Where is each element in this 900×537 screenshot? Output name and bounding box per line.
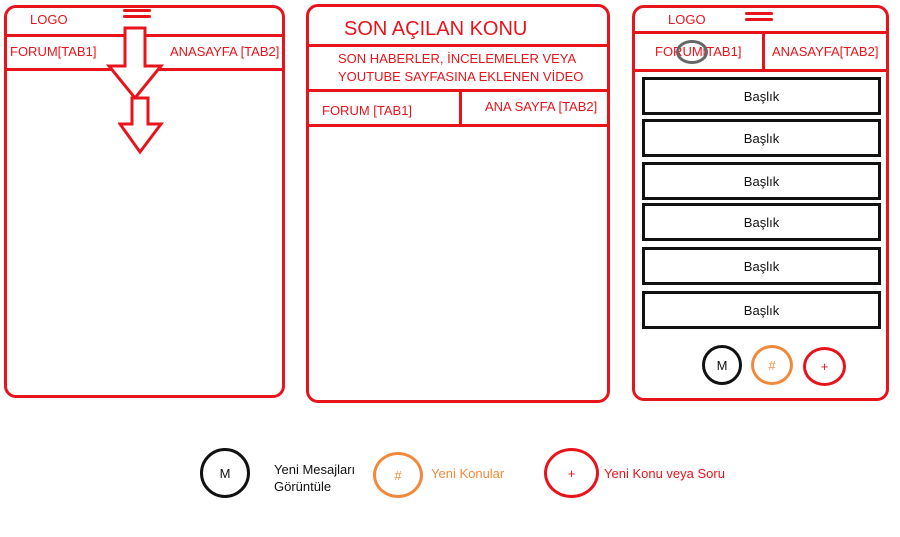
legend-new-icon: + xyxy=(544,448,599,498)
list-item[interactable]: Başlık xyxy=(642,291,881,329)
new-post-button[interactable]: + xyxy=(803,347,846,386)
legend-messages-line-1: Yeni Mesajları xyxy=(274,462,356,477)
tab-separator xyxy=(762,31,765,70)
tab-forum[interactable]: FORUM[TAB1] xyxy=(655,44,742,59)
title-divider xyxy=(307,44,609,47)
legend-topics-icon: # xyxy=(373,452,423,498)
subtitle-line-2: YOUTUBE SAYFASINA EKLENEN VİDEO xyxy=(338,69,584,84)
legend-new-label: Yeni Konu veya Soru xyxy=(604,466,725,481)
hamburger-icon[interactable] xyxy=(745,12,773,24)
list-item[interactable]: Başlık xyxy=(642,203,881,241)
hamburger-icon[interactable] xyxy=(123,9,151,23)
header-divider xyxy=(633,31,888,34)
logo: LOGO xyxy=(668,12,706,27)
subtitle-divider xyxy=(307,89,609,92)
page-title: SON AÇILAN KONU xyxy=(344,18,528,40)
tab-separator xyxy=(459,89,462,127)
tab-forum[interactable]: FORUM [TAB1] xyxy=(322,103,413,118)
list-item[interactable]: Başlık xyxy=(642,77,881,115)
logo: LOGO xyxy=(30,12,68,27)
tabs-divider xyxy=(633,69,888,72)
tab-ana-sayfa[interactable]: ANA SAYFA [TAB2] xyxy=(485,99,598,114)
down-arrow-icon xyxy=(118,96,164,156)
tab-forum[interactable]: FORUM[TAB1] xyxy=(10,44,97,59)
down-arrow-icon xyxy=(105,26,165,100)
list-item[interactable]: Başlık xyxy=(642,162,881,200)
list-item[interactable]: Başlık xyxy=(642,119,881,157)
messages-button[interactable]: M xyxy=(702,345,742,385)
subtitle-line-1: SON HABERLER, İNCELEMELER VEYA xyxy=(338,51,577,66)
legend-messages-icon: M xyxy=(200,448,250,498)
legend-messages-line-2: Görüntüle xyxy=(274,479,332,494)
new-topics-button[interactable]: # xyxy=(751,345,793,385)
touch-indicator-icon xyxy=(676,40,708,64)
tabs-divider xyxy=(307,124,609,127)
legend-topics-label: Yeni Konular xyxy=(431,466,505,481)
list-item[interactable]: Başlık xyxy=(642,247,881,285)
tab-anasayfa[interactable]: ANASAYFA[TAB2] xyxy=(772,44,879,59)
tab-anasayfa[interactable]: ANASAYFA [TAB2] xyxy=(170,44,280,59)
